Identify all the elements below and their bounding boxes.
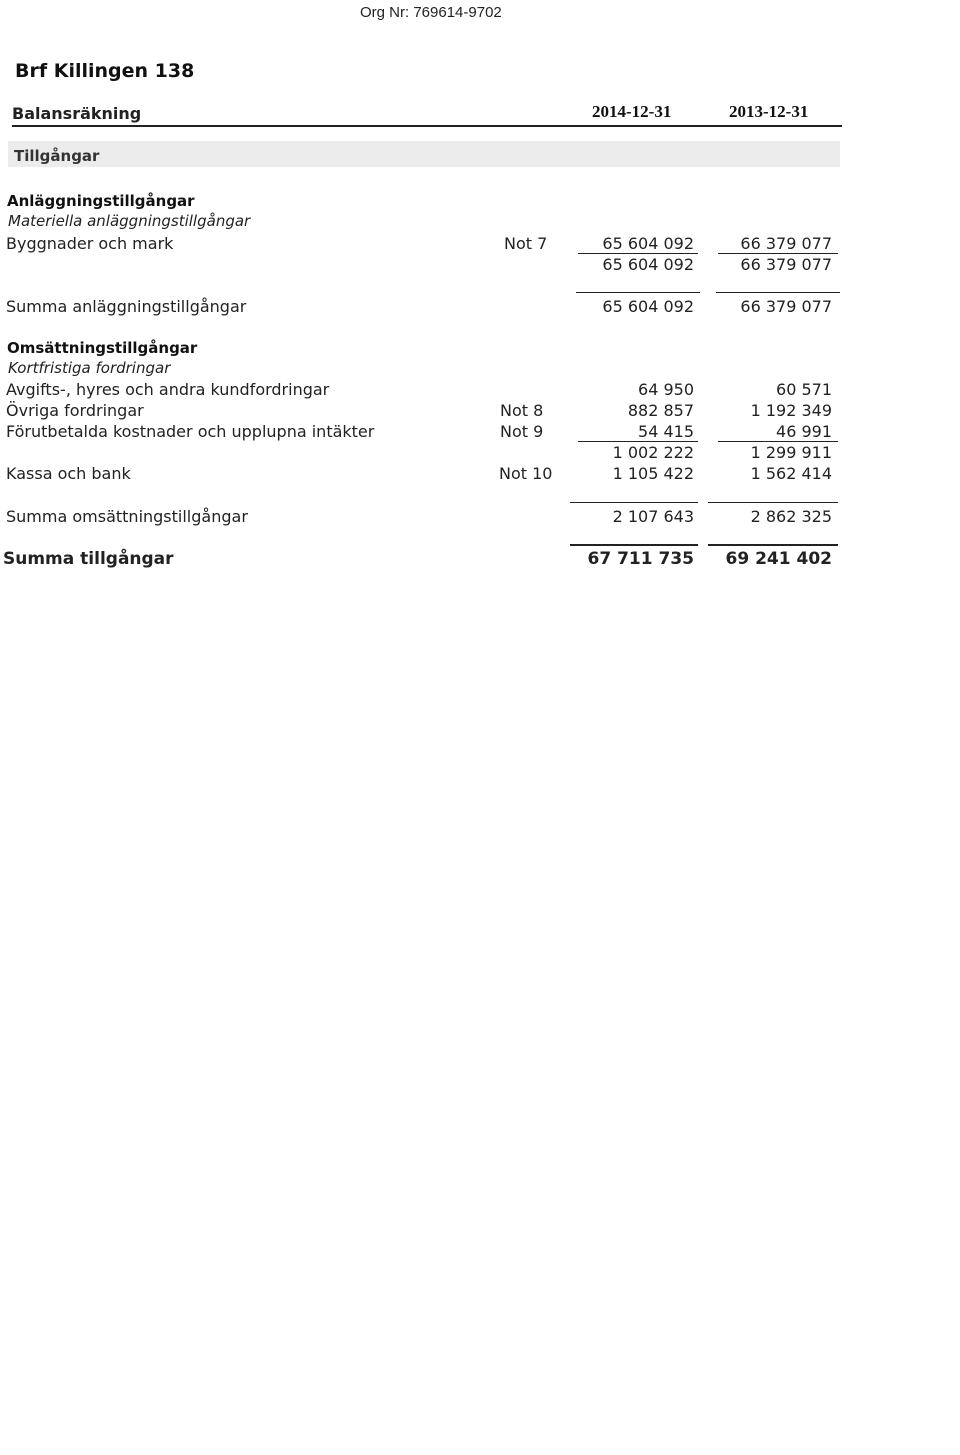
total-assets-current: 67 711 735 bbox=[587, 549, 694, 569]
company-name: Brf Killingen 138 bbox=[15, 60, 195, 82]
value-previous-cash: 1 562 414 bbox=[750, 464, 832, 483]
sum-fixed-assets-previous: 66 379 077 bbox=[740, 297, 832, 316]
overline-current bbox=[576, 292, 700, 293]
overline-previous-total bbox=[708, 544, 838, 546]
value-current-prepaid: 54 415 bbox=[638, 422, 694, 441]
overline-current-current-assets bbox=[570, 502, 698, 503]
overline-previous-current-assets bbox=[708, 502, 838, 503]
current-assets-subheading: Kortfristiga fordringar bbox=[8, 359, 171, 377]
overline-previous bbox=[716, 292, 840, 293]
total-assets-label: Summa tillgångar bbox=[3, 549, 174, 569]
underline-current bbox=[578, 253, 698, 254]
note-ref-other-receivables: Not 8 bbox=[500, 401, 544, 420]
sum-current-assets-current: 2 107 643 bbox=[612, 507, 694, 526]
overline-current-total bbox=[570, 544, 698, 546]
underline-previous-receivables bbox=[718, 441, 838, 442]
value-previous-receivables: 60 571 bbox=[776, 380, 832, 399]
row-label-buildings: Byggnader och mark bbox=[6, 234, 174, 253]
fixed-assets-heading: Anläggningstillgångar bbox=[7, 192, 195, 210]
row-label-other-receivables: Övriga fordringar bbox=[6, 401, 144, 420]
sum-current-assets-previous: 2 862 325 bbox=[750, 507, 832, 526]
current-assets-heading: Omsättningstillgångar bbox=[7, 339, 198, 357]
total-assets-previous: 69 241 402 bbox=[725, 549, 832, 569]
sum-current-assets-label: Summa omsättningstillgångar bbox=[6, 507, 248, 526]
note-ref-prepaid: Not 9 bbox=[500, 422, 544, 441]
note-ref-buildings: Not 7 bbox=[504, 234, 548, 253]
row-label-receivables: Avgifts-, hyres och andra kundfordringar bbox=[6, 380, 330, 399]
subtotal-current-fixed: 65 604 092 bbox=[602, 255, 694, 274]
section-band bbox=[8, 141, 840, 167]
underline-previous bbox=[718, 253, 838, 254]
value-current-buildings: 65 604 092 bbox=[602, 234, 694, 253]
subtotal-previous-fixed: 66 379 077 bbox=[740, 255, 832, 274]
statement-title: Balansräkning bbox=[12, 104, 142, 123]
underline-current-receivables bbox=[578, 441, 698, 442]
row-label-prepaid: Förutbetalda kostnader och upplupna intäkter bbox=[6, 422, 375, 441]
fixed-assets-subheading: Materiella anläggningstillgångar bbox=[8, 212, 251, 230]
value-current-cash: 1 105 422 bbox=[612, 464, 694, 483]
org-number: Org Nr: 769614-9702 bbox=[360, 4, 502, 21]
subtotal-current-receivables: 1 002 222 bbox=[612, 443, 694, 462]
subtotal-previous-receivables: 1 299 911 bbox=[750, 443, 832, 462]
header-divider bbox=[12, 125, 842, 127]
row-label-cash: Kassa och bank bbox=[6, 464, 131, 483]
value-current-other-receivables: 882 857 bbox=[627, 401, 694, 420]
value-previous-other-receivables: 1 192 349 bbox=[750, 401, 832, 420]
date-current-header: 2014-12-31 bbox=[592, 102, 672, 121]
value-current-receivables: 64 950 bbox=[638, 380, 694, 399]
section-title: Tillgångar bbox=[14, 147, 100, 165]
note-ref-cash: Not 10 bbox=[499, 464, 553, 483]
sum-fixed-assets-current: 65 604 092 bbox=[602, 297, 694, 316]
date-previous-header: 2013-12-31 bbox=[729, 102, 809, 121]
value-previous-buildings: 66 379 077 bbox=[740, 234, 832, 253]
sum-fixed-assets-label: Summa anläggningstillgångar bbox=[6, 297, 247, 316]
value-previous-prepaid: 46 991 bbox=[776, 422, 832, 441]
